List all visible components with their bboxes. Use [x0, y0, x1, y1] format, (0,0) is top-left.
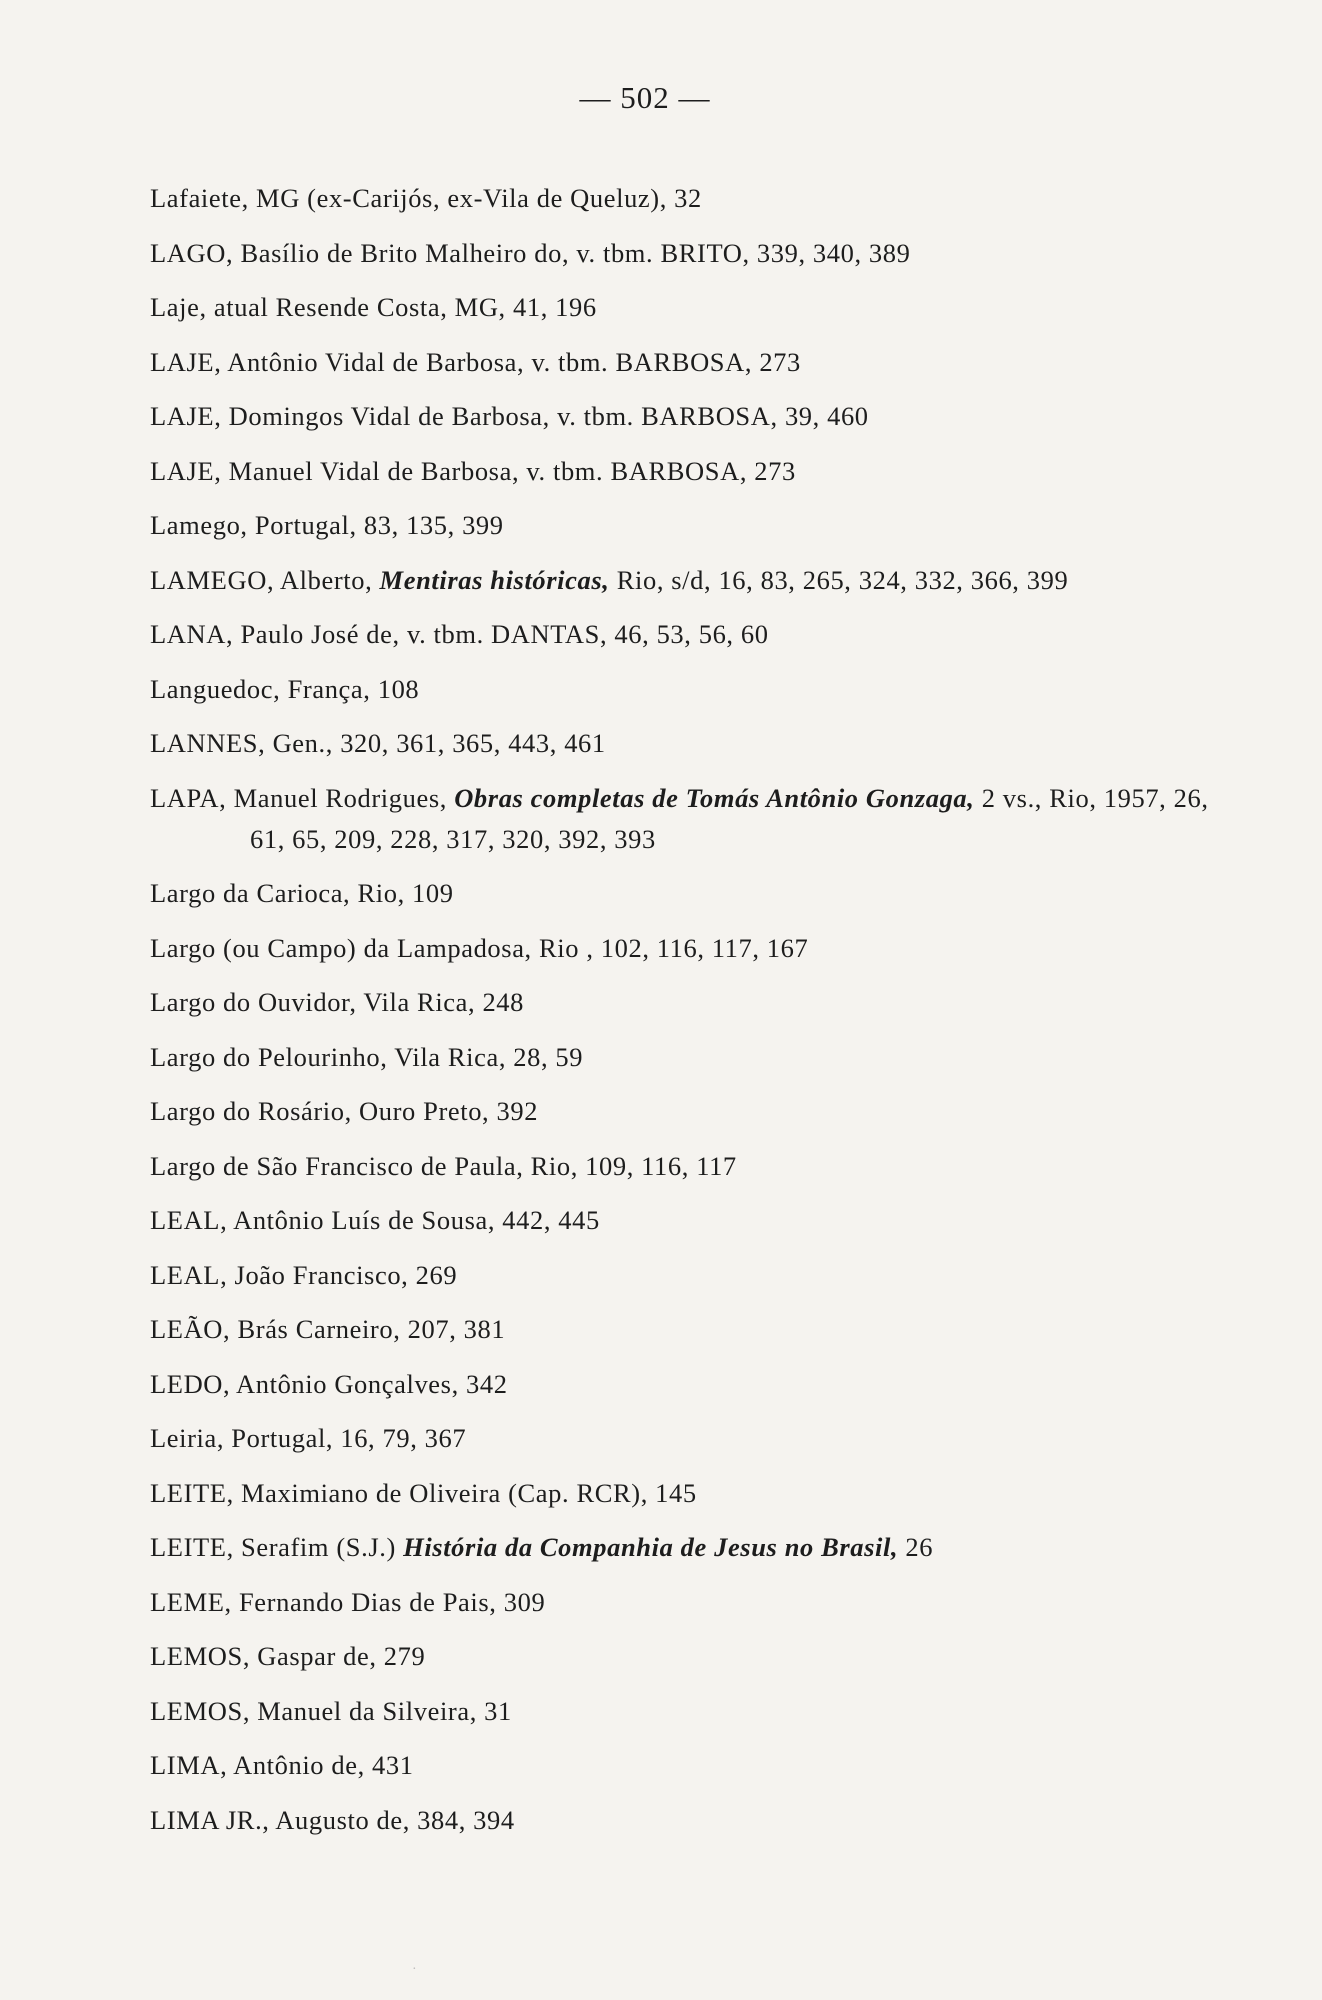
index-entry: LEAL, Antônio Luís de Sousa, 442, 445 [150, 1205, 600, 1235]
index-entry: Largo de São Francisco de Paula, Rio, 109, 116, 117 [150, 1150, 737, 1181]
index-entry: Leiria, Portugal, 16, 79, 367 [150, 1423, 467, 1453]
entry-text: LAMEGO, Alberto, [150, 564, 380, 595]
index-entry: LEMOS, Manuel da Silveira, 31 [150, 1695, 512, 1726]
index-entry [150, 1527, 1220, 1568]
index-entries [150, 178, 1220, 1854]
index-entry: LANNES, Gen., 320, 361, 365, 443, 461 [150, 728, 606, 758]
entry-text: Rio, s/d, 16, 83, 265, 324, 332, 366, 399 [609, 564, 1069, 595]
index-entry: Largo da Carioca, Rio, 109 [150, 878, 454, 908]
index-entry: LAJE, Domingos Vidal de Barbosa, v. tbm. BARBOSA, 39, 460 [150, 401, 869, 431]
index-entry: Laje, atual Resende Costa, MG, 41, 196 [150, 292, 597, 322]
index-entry: LIMA, Antônio de, 431 [150, 1750, 414, 1780]
index-entry: Largo do Ouvidor, Vila Rica, 248 [150, 987, 524, 1017]
entry-title-italic: Mentiras históricas, [379, 564, 610, 595]
index-entry [150, 560, 1220, 601]
print-speck: · [412, 1962, 417, 1977]
index-entry: LAGO, Basílio de Brito Malheiro do, v. tbm. BRITO, 339, 340, 389 [150, 237, 911, 268]
page-number: — 502 — [579, 80, 711, 115]
index-entry: LAJE, Antônio Vidal de Barbosa, v. tbm. BARBOSA, 273 [150, 346, 801, 377]
index-entry: LANA, Paulo José de, v. tbm. DANTAS, 46, 53, 56, 60 [150, 619, 769, 649]
index-entry: LEAL, João Francisco, 269 [150, 1259, 458, 1290]
entry-title-italic: Obras completas de Tomás Antônio Gonzaga, [454, 782, 975, 813]
index-entry: Largo (ou Campo) da Lampadosa, Rio , 102, 116, 117, 167 [150, 932, 809, 963]
index-entry: Largo do Pelourinho, Vila Rica, 28, 59 [150, 1041, 584, 1072]
entry-text: 26 [898, 1532, 934, 1562]
entry-text: LAPA, Manuel Rodrigues, [150, 782, 455, 813]
entry-title-italic: História da Companhia de Jesus no Brasil, [403, 1532, 899, 1562]
index-entry [150, 778, 1220, 860]
index-entry: LEDO, Antônio Gonçalves, 342 [150, 1368, 508, 1399]
entry-text: 2 vs., Rio, 1957, 26, 61, 65, 209, 228, 317, 320, 392, 393 [250, 782, 1209, 854]
index-entry: Lamego, Portugal, 83, 135, 399 [150, 510, 504, 540]
entry-text: LEITE, Serafim (S.J.) [150, 1532, 404, 1562]
index-entry: LEMOS, Gaspar de, 279 [150, 1641, 426, 1671]
index-entry: LEITE, Maximiano de Oliveira (Cap. RCR), 145 [150, 1477, 697, 1508]
index-entry: LEME, Fernando Dias de Pais, 309 [150, 1586, 546, 1617]
index-entry: LAJE, Manuel Vidal de Barbosa, v. tbm. BARBOSA, 273 [150, 455, 796, 486]
index-entry: Lafaiete, MG (ex-Carijós, ex-Vila de Queluz), 32 [150, 183, 702, 213]
index-entry: Languedoc, França, 108 [150, 673, 420, 704]
index-entry: LEÃO, Brás Carneiro, 207, 381 [150, 1314, 506, 1344]
index-entry: LIMA JR., Augusto de, 384, 394 [150, 1804, 515, 1835]
index-entry: Largo do Rosário, Ouro Preto, 392 [150, 1096, 539, 1126]
